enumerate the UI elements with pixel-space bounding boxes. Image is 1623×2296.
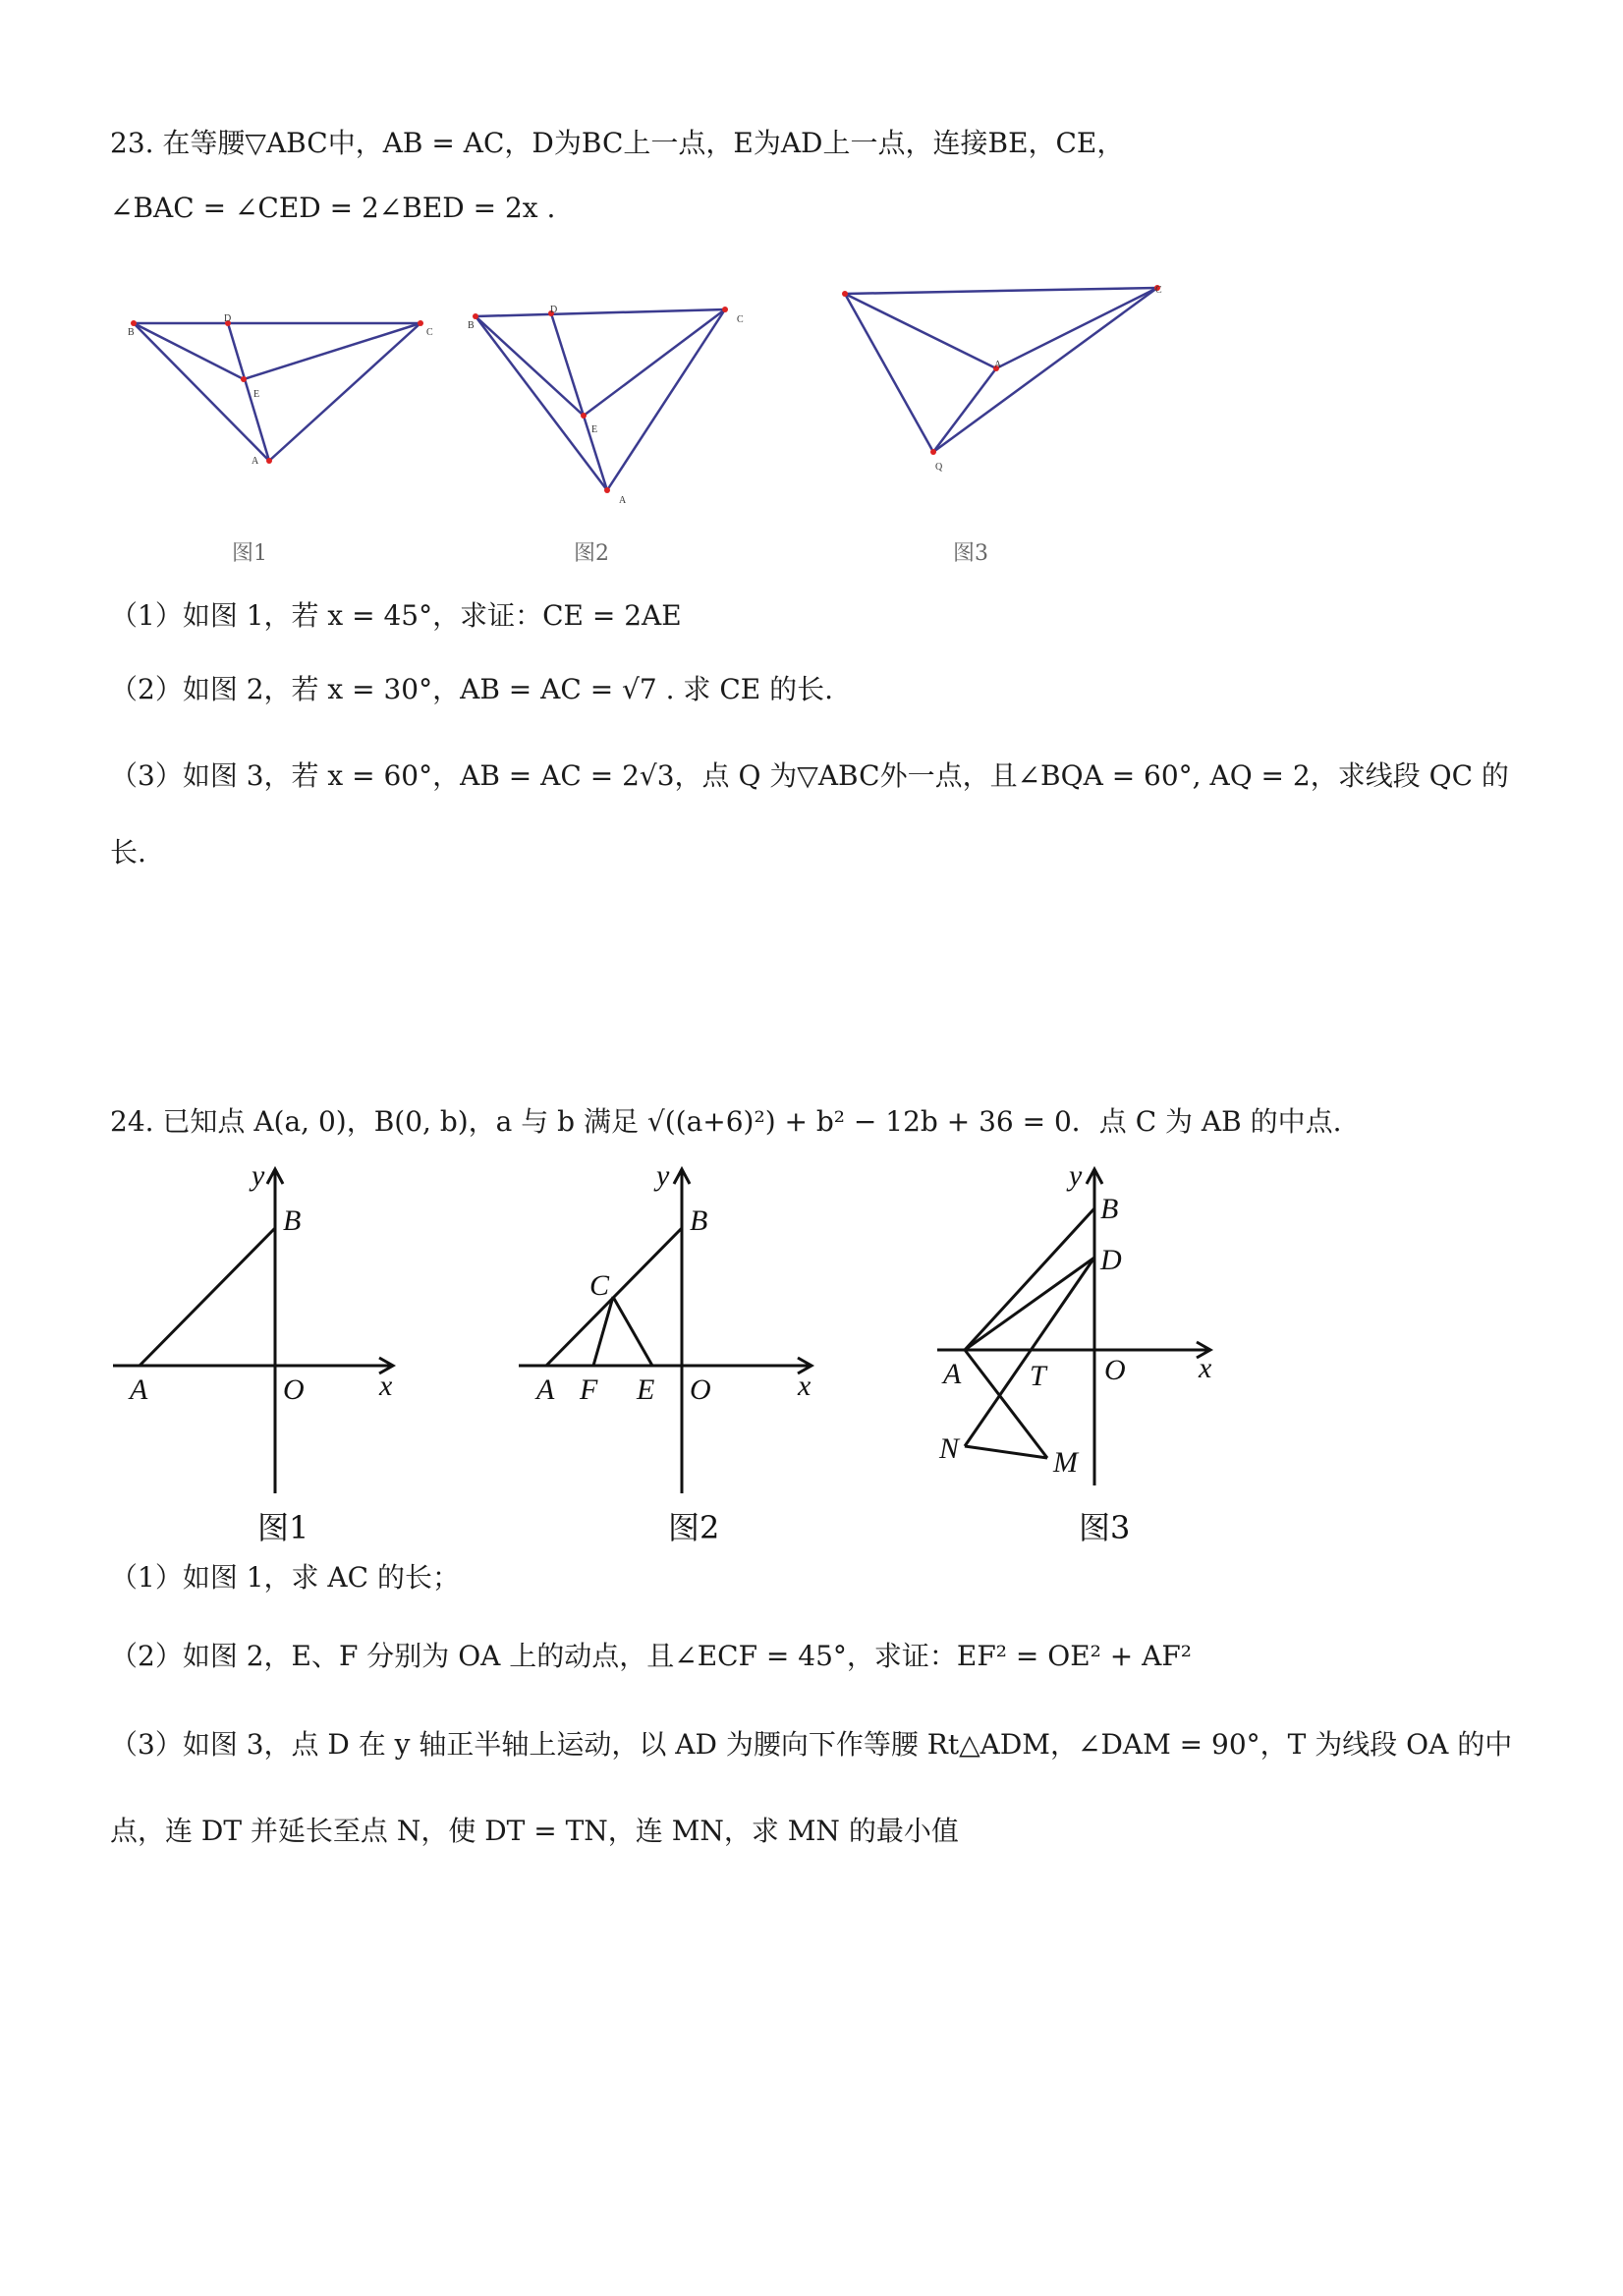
q23-part3-line1: （3）如图 3，若 x = 60°，AB = AC = 2√3，点 Q 为▽ABC外一点，且∠BQA = 60°, AQ = 2，求线段 QC 的 [110, 759, 1509, 792]
q24-fig2-A: A [536, 1373, 555, 1406]
q24-fig2-y: y [656, 1159, 670, 1192]
q23-part2: （2）如图 2，若 x = 30°，AB = AC = √7 . 求 CE 的长. [110, 673, 833, 705]
fig3-label-A: A [994, 360, 1002, 370]
q24-fig3-T: T [1030, 1360, 1046, 1392]
q23-part3-line2: 长. [110, 836, 146, 868]
q24-fig3-M: M [1053, 1446, 1078, 1479]
fig1-label-C: C [426, 327, 433, 338]
q24-fig3-A: A [943, 1358, 962, 1390]
q24-fig2-x: x [798, 1370, 812, 1402]
q23-fig3-caption: 图3 [953, 541, 988, 566]
q24-fig1-O: O [283, 1373, 305, 1406]
fig3-label-C: C [1155, 285, 1162, 296]
q24-fig3-x: x [1199, 1352, 1212, 1384]
q24-fig1-y: y [252, 1159, 265, 1192]
q24-fig2-B: B [690, 1204, 708, 1237]
fig2-label-B: B [468, 320, 475, 331]
fig2-label-D: D [550, 305, 558, 315]
q24-fig1-A: A [130, 1373, 148, 1406]
q24-fig3-y: y [1069, 1159, 1083, 1192]
q24-fig3-O: O [1104, 1354, 1126, 1386]
fig1-label-D: D [224, 313, 232, 324]
q24-fig2-E: E [637, 1373, 655, 1406]
q24-part3-line1: （3）如图 3，点 D 在 y 轴正半轴上运动，以 AD 为腰向下作等腰 Rt△ADM，∠DAM = 90°，T 为线段 OA 的中 [110, 1728, 1513, 1761]
q24-fig2-F: F [580, 1373, 598, 1406]
q24-fig3-D: D [1100, 1244, 1122, 1276]
q23-stem-line2: ∠BAC = ∠CED = 2∠BED = 2x . [110, 192, 556, 224]
q23-fig1-caption: 图1 [232, 541, 267, 566]
fig1-label-B: B [128, 327, 135, 338]
q24-stem: 24. 已知点 A(a, 0)，B(0, b)，a 与 b 满足 √((a+6)²) + b² − 12b + 36 = 0．点 C 为 AB 的中点. [110, 1105, 1342, 1138]
q24-fig3-N: N [939, 1432, 960, 1465]
q24-fig3-B: B [1100, 1193, 1119, 1225]
q24-part2: （2）如图 2，E、F 分别为 OA 上的动点，且∠ECF = 45°，求证：EF² = OE² + AF² [110, 1640, 1193, 1672]
q23-part1: （1）如图 1，若 x = 45°，求证：CE = 2AE [110, 599, 682, 632]
q24-part1: （1）如图 1，求 AC 的长； [110, 1561, 460, 1594]
q23-fig2-caption: 图2 [574, 541, 609, 566]
fig1-label-A: A [252, 456, 259, 467]
q24-fig1-B: B [283, 1204, 302, 1237]
fig2-label-A: A [619, 495, 627, 506]
q24-fig1-caption: 图1 [257, 1509, 309, 1546]
q24-fig2-caption: 图2 [668, 1509, 720, 1546]
q24-fig2-O: O [690, 1373, 711, 1406]
q24-fig2-C: C [589, 1269, 610, 1302]
q23-stem-line1: 23. 在等腰▽ABC中，AB = AC，D为BC上一点，E为AD上一点，连接BE，CE， [110, 127, 1125, 159]
q24-part3-line2: 点，连 DT 并延长至点 N，使 DT = TN，连 MN，求 MN 的最小值 [110, 1815, 959, 1847]
q24-fig1-x: x [379, 1370, 393, 1402]
q24-fig3-caption: 图3 [1079, 1509, 1131, 1546]
fig3-label-Q: Q [935, 462, 943, 473]
fig1-label-E: E [253, 389, 260, 400]
fig2-label-C: C [737, 314, 744, 325]
fig2-label-E: E [591, 424, 598, 435]
